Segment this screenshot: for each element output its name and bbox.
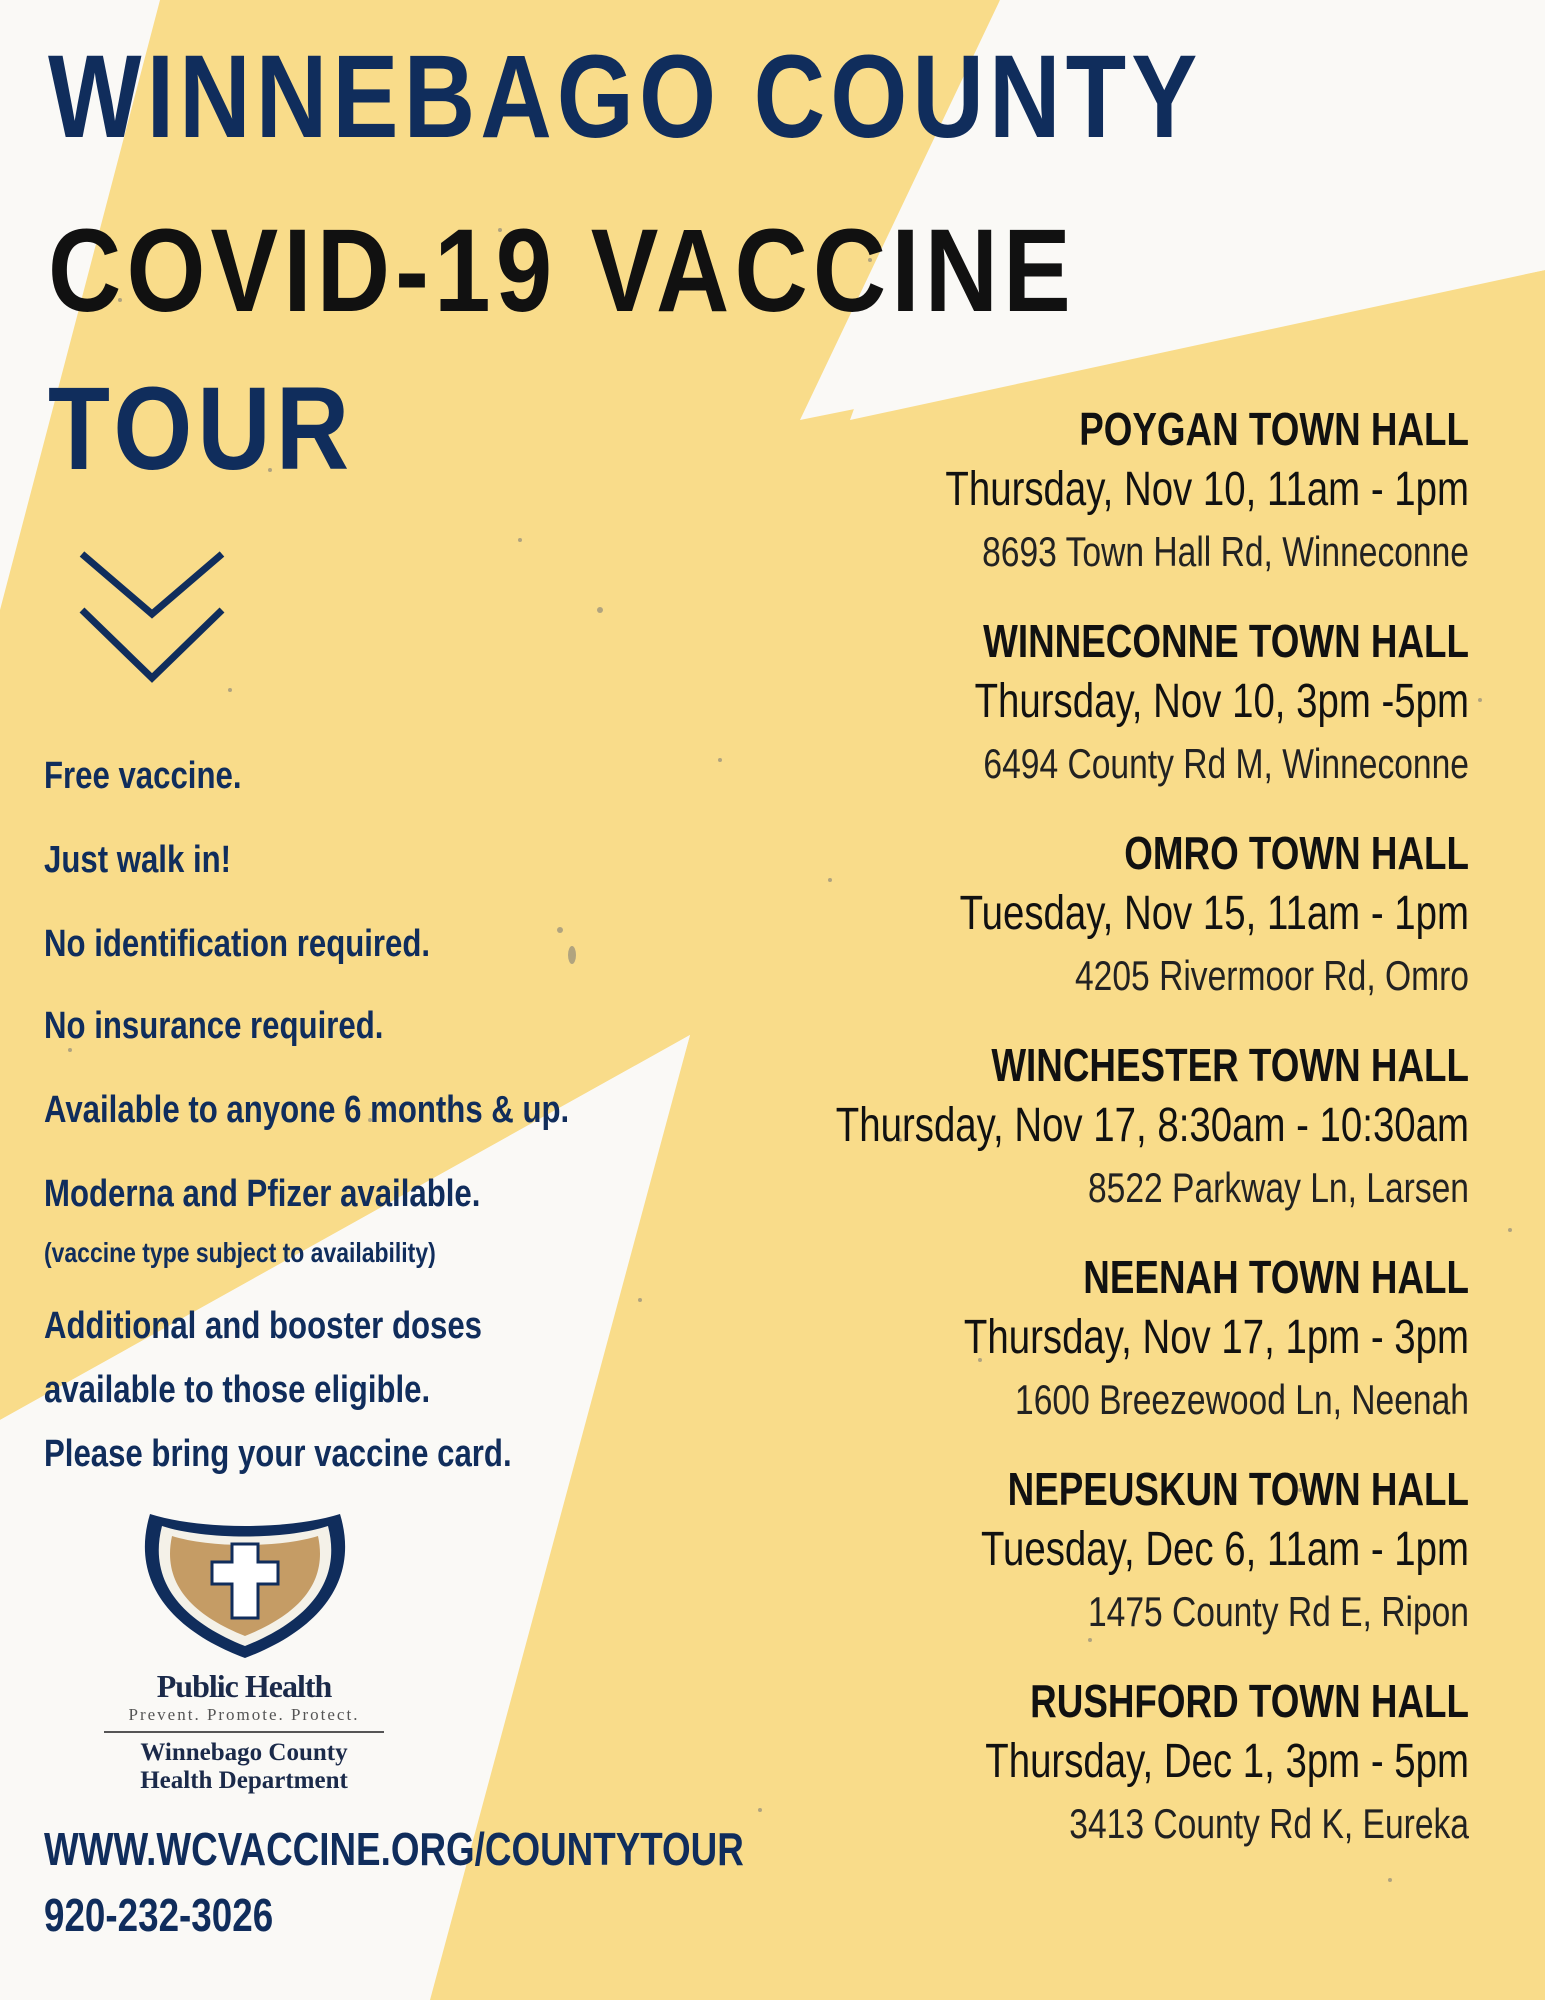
event-address: 6494 County Rd M, Winneconne [983,740,1469,787]
organization-block [104,1668,384,1795]
feature-booster-2: available to those eligible. [44,1369,431,1411]
event-name: NEENAH TOWN HALL [1083,1251,1469,1303]
event-item [569,400,1469,582]
event-name: RUSHFORD TOWN HALL [1030,1675,1469,1727]
event-item [569,612,1469,794]
feature-booster-3: Please bring your vaccine card. [44,1433,512,1475]
event-name: WINCHESTER TOWN HALL [991,1039,1469,1091]
phone-number[interactable]: 920-232-3026 [44,1889,274,1941]
feature-brands-note: (vaccine type subject to availability) [44,1237,436,1268]
event-date: Tuesday, Dec 6, 11am - 1pm [980,1523,1469,1576]
event-item [569,1460,1469,1642]
event-item [569,824,1469,1006]
event-address: 1475 County Rd E, Ripon [1087,1588,1469,1635]
event-item [569,1036,1469,1218]
event-name: NEPEUSKUN TOWN HALL [1007,1463,1469,1515]
event-date: Thursday, Nov 17, 1pm - 3pm [963,1311,1469,1364]
feature-free-vaccine: Free vaccine. [44,755,242,797]
dept-line-1: Winnebago County [140,1739,348,1766]
website-link[interactable]: WWW.WCVACCINE.ORG/COUNTYTOUR [44,1823,744,1875]
event-name: POYGAN TOWN HALL [1079,403,1469,455]
event-list [569,400,1469,1884]
event-name: OMRO TOWN HALL [1124,827,1469,879]
title-line-vaccine: COVID-19 VACCINE [48,205,1076,337]
double-chevron-down-icon [78,548,228,688]
event-date: Thursday, Nov 10, 3pm -5pm [974,675,1469,728]
event-address: 8693 Town Hall Rd, Winneconne [982,528,1469,575]
feature-age: Available to anyone 6 months & up. [44,1089,570,1131]
feature-booster-1: Additional and booster doses [44,1305,483,1347]
shield-cross-icon [100,1510,390,1660]
feature-walk-in: Just walk in! [44,839,232,881]
event-address: 1600 Breezewood Ln, Neenah [1015,1376,1469,1423]
event-address: 3413 County Rd K, Eureka [1069,1800,1469,1847]
event-item [569,1248,1469,1430]
feature-no-insurance: No insurance required. [44,1005,384,1047]
org-tagline: Prevent. Promote. Protect. [104,1705,384,1733]
dept-line-2: Health Department [140,1767,348,1794]
title-line-county: WINNEBAGO COUNTY [48,31,1203,163]
event-address: 8522 Parkway Ln, Larsen [1087,1164,1469,1211]
event-name: WINNECONNE TOWN HALL [983,615,1469,667]
event-date: Thursday, Nov 10, 11am - 1pm [945,463,1469,516]
org-name: Public Health [156,1668,332,1704]
title-line-tour: TOUR [48,363,355,495]
feature-no-id: No identification required. [44,923,431,965]
event-address: 4205 Rivermoor Rd, Omro [1075,952,1469,999]
event-date: Thursday, Dec 1, 3pm - 5pm [985,1735,1469,1788]
feature-brands: Moderna and Pfizer available. [44,1173,481,1215]
event-date: Thursday, Nov 17, 8:30am - 10:30am [835,1099,1469,1152]
event-date: Tuesday, Nov 15, 11am - 1pm [959,887,1469,940]
